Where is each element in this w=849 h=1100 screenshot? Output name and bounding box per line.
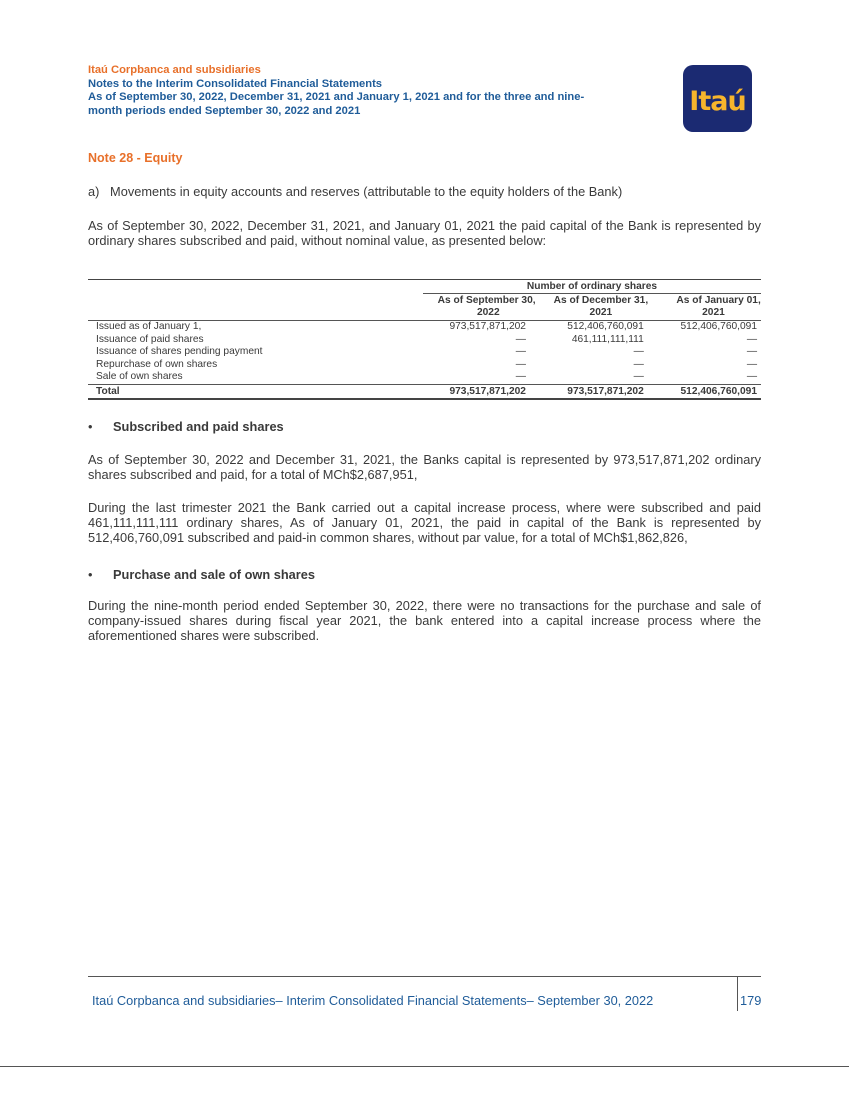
header-period-line2: month periods ended September 30, 2022 and 2021 xyxy=(88,104,361,117)
table-row: Sale of own shares — — — xyxy=(96,371,757,383)
header-statements-title: Notes to the Interim Consolidated Financial Statements xyxy=(88,77,383,90)
column-header-jan-2021: As of January 01, 2021 xyxy=(676,295,761,318)
itau-logo-text: Itaú xyxy=(689,86,746,117)
column-header-dec-2021: As of December 31, 2021 xyxy=(553,295,649,318)
document-header xyxy=(88,64,668,118)
bullet-icon: • xyxy=(88,419,93,434)
itau-logo xyxy=(683,65,752,132)
section-heading-own-shares: • Purchase and sale of own shares xyxy=(88,567,315,582)
footer-text: Itaú Corpbanca and subsidiaries– Interim Consolidated Financial Statements– September 30, 2022 xyxy=(92,993,654,1008)
page-number: 179 xyxy=(740,993,762,1008)
page-bottom-rule xyxy=(0,1066,849,1067)
section-heading-subscribed: • Subscribed and paid shares xyxy=(88,419,284,434)
paragraph-capital-increase: During the last trimester 2021 the Bank carried out a capital increase process, where were subscribed and paid 461,111,111,111 ordinary shares, As of January 01, 2021, the paid in capital of the Bank is represented by 512,406,760,091 subscribed and paid-in common shares, without par value, for a total of MCh$1,862,826, xyxy=(88,500,761,545)
note-title: Note 28 - Equity xyxy=(88,151,183,165)
table-row: Repurchase of own shares — — — xyxy=(96,358,757,370)
paragraph-subscribed-paid: As of September 30, 2022 and December 31, 2021, the Banks capital is represented by 973,517,871,202 ordinary shares subscribed and paid, for a total of MCh$2,687,951, xyxy=(88,452,761,482)
bullet-icon: • xyxy=(88,567,93,582)
table-row: Issuance of paid shares — 461,111,111,111 — xyxy=(96,333,757,345)
column-header-sep-2022: As of September 30, 2022 xyxy=(437,295,536,318)
header-period-line1: As of September 30, 2022, December 31, 2021 and January 1, 2021 and for the three and nine- xyxy=(88,91,585,104)
table-total-row: Total 973,517,871,202 973,517,871,202 512,406,760,091 xyxy=(88,384,761,400)
table-row: Issued as of January 1, 973,517,871,202 512,406,760,091 512,406,760,091 xyxy=(96,321,757,332)
header-company: Itaú Corpbanca and subsidiaries xyxy=(88,64,261,76)
table-row: Issuance of shares pending payment — — — xyxy=(96,346,757,358)
table-column-headers xyxy=(88,294,761,321)
footer-divider xyxy=(737,976,738,1011)
paragraph-paid-capital-intro: As of September 30, 2022, December 31, 2021, and January 01, 2021 the paid capital of the Bank is represented by ordinary shares subscribed and paid, without nominal value, as presented below: xyxy=(88,218,761,248)
footer-rule xyxy=(88,976,761,977)
shares-table xyxy=(88,279,761,400)
paragraph-own-shares: During the nine-month period ended September 30, 2022, there were no transactions for the purchase and sale of company-issued shares during fiscal year 2021, the bank entered into a capital increase process where the aforementioned shares were subscribed. xyxy=(88,598,761,643)
paragraph-movements: a) Movements in equity accounts and reserves (attributable to the equity holders of the Bank) xyxy=(88,184,623,199)
table-group-header: Number of ordinary shares xyxy=(423,280,761,294)
